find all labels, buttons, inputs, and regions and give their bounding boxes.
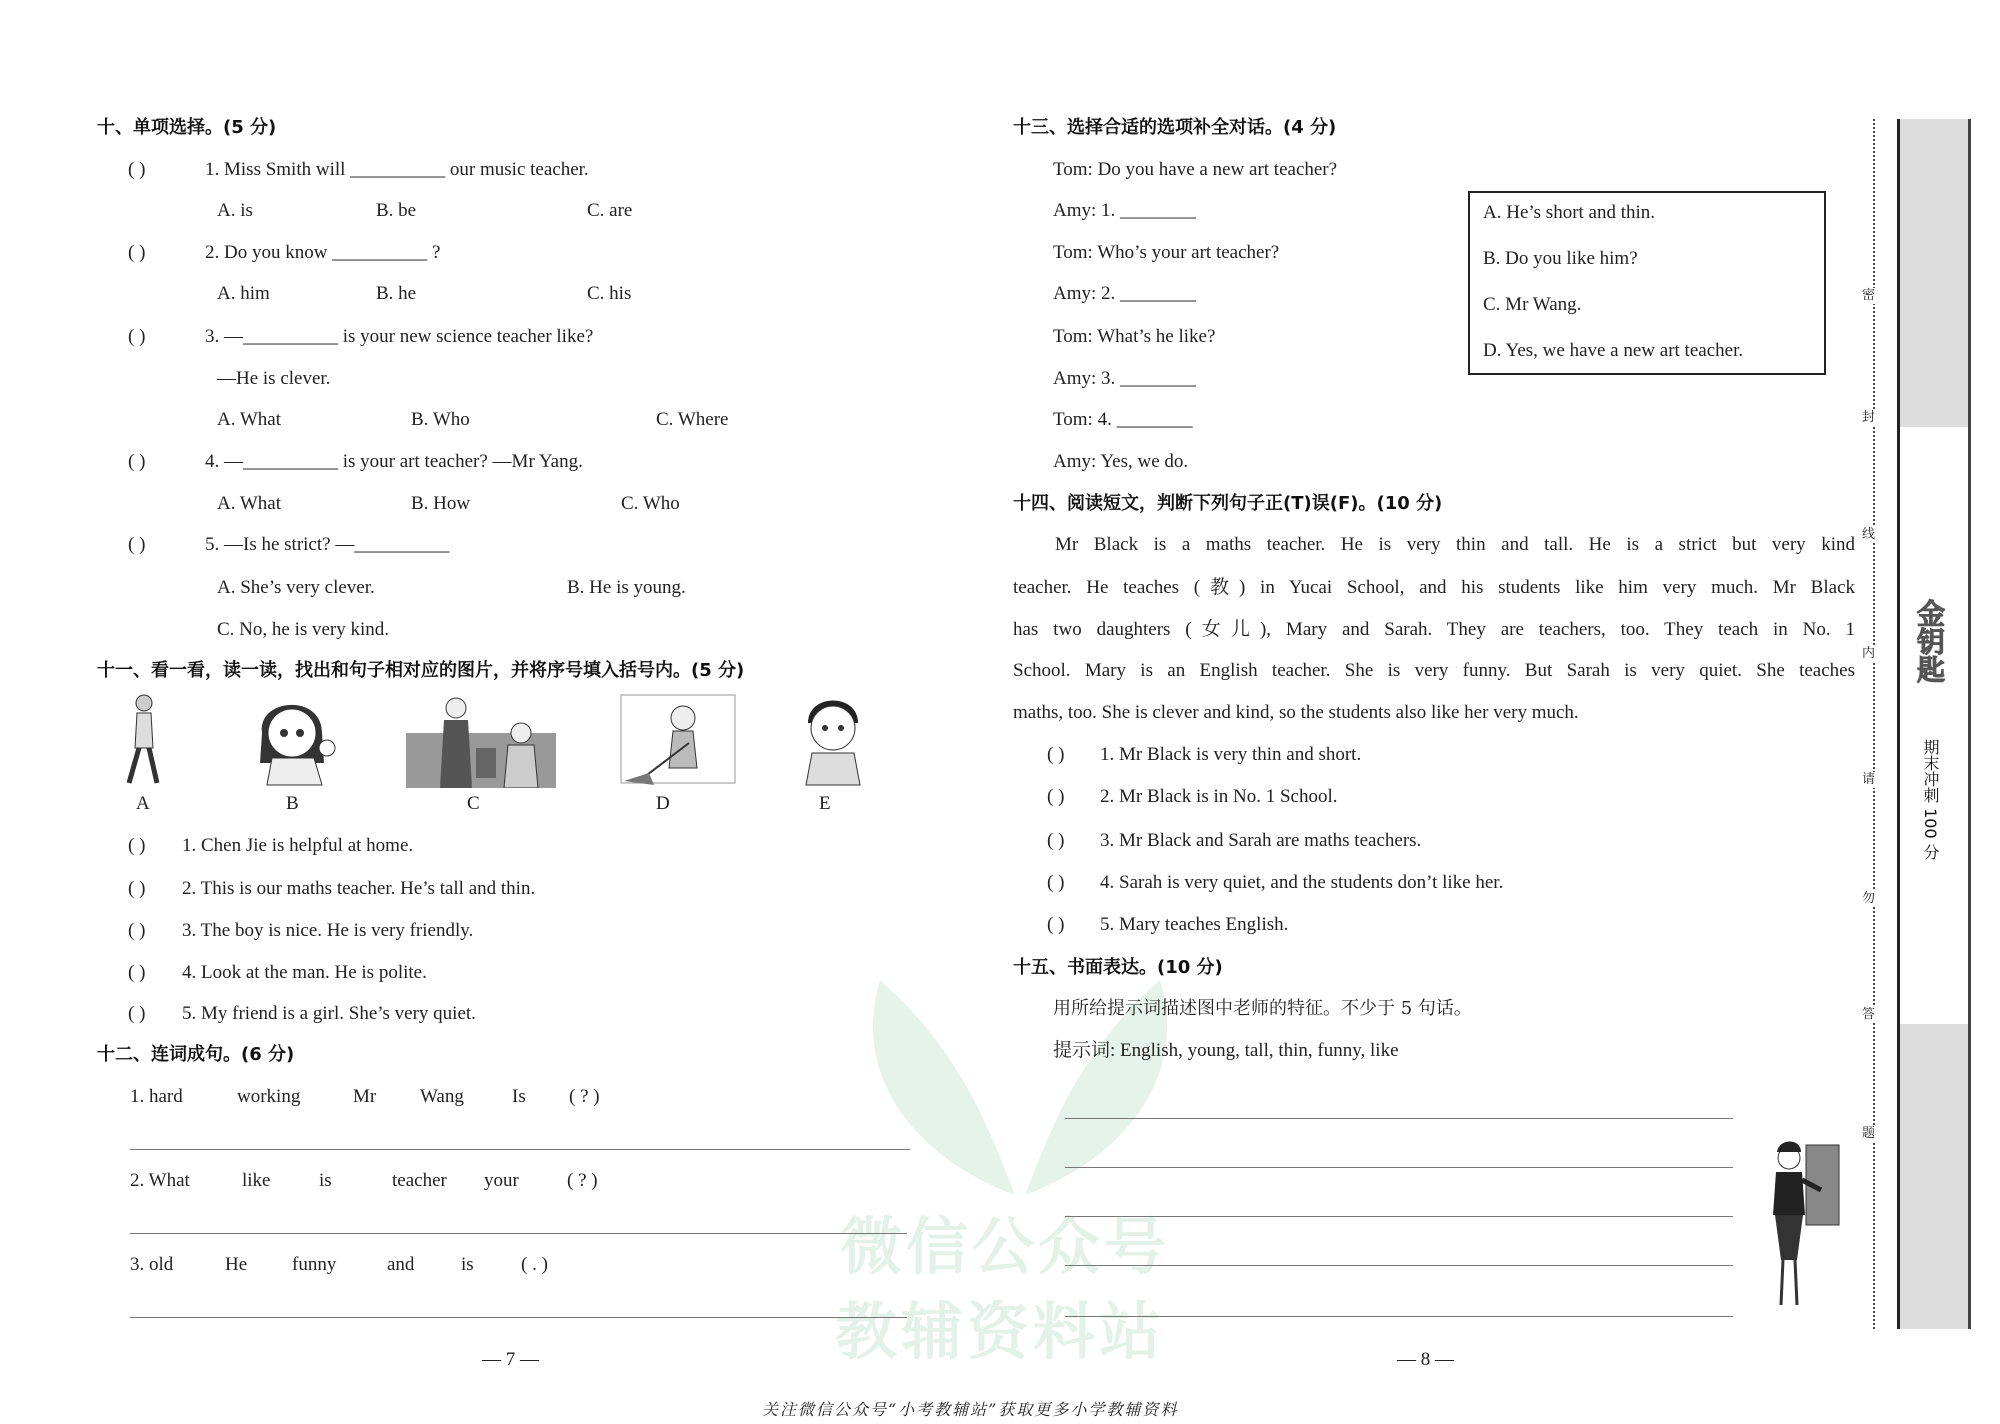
writing-hint: 提示词: English, young, tall, thin, funny, like	[1053, 1040, 1399, 1061]
side-banner	[1897, 119, 1971, 1329]
dialogue-line: Tom: Who’s your art teacher?	[1053, 242, 1280, 263]
answer-paren[interactable]: ( )	[128, 1003, 146, 1024]
question-text: 3. The boy is nice. He is very friendly.	[182, 920, 474, 941]
option-c: C. Mr Wang.	[1483, 294, 1582, 315]
word: is	[319, 1170, 332, 1191]
footer-note: 关注微信公众号“小考教辅站”获取更多小学教辅资料	[762, 1400, 1179, 1419]
question-text: 2. This is our maths teacher. He’s tall and thin.	[182, 878, 536, 899]
page-number: — 7 —	[482, 1349, 539, 1370]
word: and	[387, 1254, 415, 1275]
picture-label-d: D	[656, 793, 670, 814]
margin-char: 勿	[1862, 891, 1876, 906]
answer-paren[interactable]: ( )	[128, 451, 146, 472]
option-c: C. his	[587, 283, 632, 304]
dialogue-line[interactable]: Amy: 3. ________	[1053, 368, 1197, 389]
watermark-leaf-logo	[840, 960, 1200, 1200]
word: teacher	[392, 1170, 447, 1191]
option-c: C. Who	[621, 493, 680, 514]
answer-line[interactable]	[130, 1317, 907, 1318]
dialogue-line[interactable]: Amy: 2. ________	[1053, 283, 1197, 304]
writing-instruction: 用所给提示词描述图中老师的特征。不少于 5 句话。	[1053, 998, 1472, 1019]
option-c: C. are	[587, 200, 633, 221]
question-text-2: —He is clever.	[217, 368, 331, 389]
answer-paren[interactable]: ( )	[1047, 830, 1065, 851]
writing-line[interactable]	[1065, 1118, 1733, 1119]
answer-paren[interactable]: ( )	[1047, 744, 1065, 765]
margin-char: 答	[1862, 1007, 1876, 1022]
question-text: 5. Mary teaches English.	[1100, 914, 1289, 935]
answer-paren[interactable]: ( )	[1047, 914, 1065, 935]
dialogue-line[interactable]: Tom: 4. ________	[1053, 409, 1193, 430]
word: He	[225, 1254, 248, 1275]
word: your	[484, 1170, 519, 1191]
margin-char: 封	[1862, 410, 1876, 425]
word: Is	[512, 1086, 526, 1107]
question-text: 2. Mr Black is in No. 1 School.	[1100, 786, 1338, 807]
margin-char: 请	[1862, 772, 1876, 787]
dialogue-line: Tom: Do you have a new art teacher?	[1053, 159, 1338, 180]
writing-line[interactable]	[1065, 1265, 1733, 1266]
question-text: 3. Mr Black and Sarah are maths teachers.	[1100, 830, 1422, 851]
option-a: A. What	[217, 493, 282, 514]
banner-gray-top	[1900, 119, 1968, 427]
option-a: A. What	[217, 409, 282, 430]
word: 1. hard	[130, 1086, 183, 1107]
option-c: C. No, he is very kind.	[217, 619, 390, 640]
section-15-title: 十五、书面表达。(10 分)	[1013, 957, 1223, 978]
margin-char: 内	[1862, 646, 1876, 661]
picture-a-walking-man	[119, 693, 169, 788]
option-b: B. Who	[411, 409, 470, 430]
passage-line: has two daughters (女儿), Mary and Sarah. They are teachers, too. They teach in No. 1	[1013, 619, 1855, 640]
word: is	[461, 1254, 474, 1275]
dialogue-line: Tom: What’s he like?	[1053, 326, 1216, 347]
watermark-line1: 微信公众号	[840, 1210, 1171, 1283]
option-b: B. He is young.	[567, 577, 686, 598]
option-d: D. Yes, we have a new art teacher.	[1483, 340, 1744, 361]
question-text: 5. —Is he strict? —__________	[205, 534, 450, 555]
section-14-title: 十四、阅读短文，判断下列句子正(T)误(F)。(10 分)	[1013, 493, 1443, 514]
margin-char: 题	[1862, 1126, 1876, 1141]
writing-line[interactable]	[1065, 1167, 1733, 1168]
option-c: C. Where	[656, 409, 729, 430]
word: working	[237, 1086, 301, 1107]
answer-paren[interactable]: ( )	[128, 878, 146, 899]
banner-gray-bottom	[1900, 1024, 1968, 1329]
option-a: A. him	[217, 283, 270, 304]
option-a: A. He’s short and thin.	[1483, 202, 1656, 223]
word: ( ? )	[569, 1086, 600, 1107]
question-text: 1. Miss Smith will __________ our music teacher.	[205, 159, 589, 180]
options-box	[1468, 191, 1826, 375]
picture-label-a: A	[136, 793, 150, 814]
section-13-title: 十三、选择合适的选项补全对话。(4 分)	[1013, 117, 1337, 138]
passage-line: teacher. He teaches (教) in Yucai School, and his students like him very much. Mr Black	[1013, 577, 1855, 598]
word: 3. old	[130, 1254, 174, 1275]
dialogue-line[interactable]: Amy: 1. ________	[1053, 200, 1197, 221]
answer-line[interactable]	[130, 1233, 907, 1234]
margin-char: 线	[1862, 527, 1876, 542]
word: Mr	[353, 1086, 377, 1107]
answer-paren[interactable]: ( )	[128, 920, 146, 941]
picture-c-man-helping-elder	[406, 693, 556, 788]
passage-line: Mr Black is a maths teacher. He is very thin and tall. He is a strict but very kind	[1055, 534, 1855, 555]
banner-label: 期末冲刺 100 分	[1921, 739, 1940, 860]
section-10-title: 十、单项选择。(5 分)	[97, 117, 277, 138]
option-b: B. How	[411, 493, 471, 514]
page-number: — 8 —	[1397, 1349, 1454, 1370]
teacher-illustration	[1761, 1140, 1841, 1310]
dialogue-line: Amy: Yes, we do.	[1053, 451, 1189, 472]
option-b: B. he	[376, 283, 417, 304]
passage-line: maths, too. She is clever and kind, so the students also like her very much.	[1013, 702, 1579, 723]
answer-paren[interactable]: ( )	[128, 835, 146, 856]
option-b: B. Do you like him?	[1483, 248, 1638, 269]
passage-line: School. Mary is an English teacher. She is very funny. But Sarah is very quiet. She teaches	[1013, 660, 1855, 681]
section-11-title: 十一、看一看，读一读，找出和句子相对应的图片，并将序号填入括号内。(5 分)	[97, 660, 745, 681]
option-b: B. be	[376, 200, 417, 221]
option-a: A. She’s very clever.	[217, 577, 375, 598]
answer-paren[interactable]: ( )	[128, 159, 146, 180]
answer-paren[interactable]: ( )	[128, 962, 146, 983]
answer-paren[interactable]: ( )	[128, 326, 146, 347]
margin-char: 密	[1862, 288, 1876, 303]
watermark-line2: 教辅资料站	[835, 1295, 1166, 1368]
answer-paren[interactable]: ( )	[128, 534, 146, 555]
answer-paren[interactable]: ( )	[128, 242, 146, 263]
word: ( . )	[521, 1254, 548, 1275]
question-text: 4. Look at the man. He is polite.	[182, 962, 427, 983]
word: Wang	[420, 1086, 464, 1107]
word: like	[242, 1170, 271, 1191]
question-text: 5. My friend is a girl. She’s very quiet.	[182, 1003, 476, 1024]
question-text: 1. Chen Jie is helpful at home.	[182, 835, 414, 856]
brand-logo: 金钥匙	[1913, 599, 1946, 683]
picture-b-girl	[252, 693, 342, 788]
word: ( ? )	[567, 1170, 598, 1191]
question-text: 2. Do you know __________ ?	[205, 242, 441, 263]
answer-line[interactable]	[130, 1149, 910, 1150]
picture-label-b: B	[286, 793, 299, 814]
question-text: 1. Mr Black is very thin and short.	[1100, 744, 1362, 765]
picture-label-c: C	[467, 793, 480, 814]
writing-line[interactable]	[1065, 1216, 1733, 1217]
picture-d-girl-sweeping	[619, 693, 737, 788]
writing-line[interactable]	[1065, 1316, 1733, 1317]
question-text: 3. —__________ is your new science teacher like?	[205, 326, 594, 347]
word: funny	[292, 1254, 337, 1275]
picture-label-e: E	[819, 793, 831, 814]
answer-paren[interactable]: ( )	[1047, 786, 1065, 807]
option-a: A. is	[217, 200, 253, 221]
section-12-title: 十二、连词成句。(6 分)	[97, 1044, 295, 1065]
word: 2. What	[130, 1170, 190, 1191]
question-text: 4. —__________ is your art teacher? —Mr Yang.	[205, 451, 583, 472]
answer-paren[interactable]: ( )	[1047, 872, 1065, 893]
question-text: 4. Sarah is very quiet, and the students don’t like her.	[1100, 872, 1504, 893]
picture-e-boy	[800, 693, 866, 788]
